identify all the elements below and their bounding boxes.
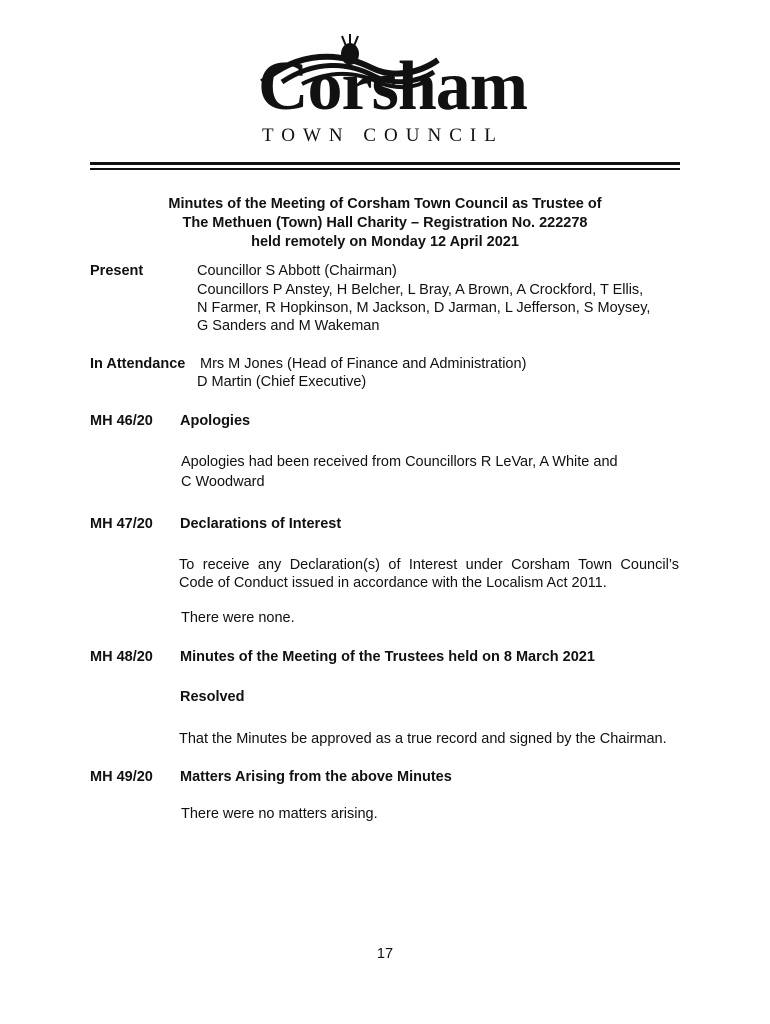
item-ref: MH 47/20 bbox=[90, 516, 153, 532]
item-note: There were none. bbox=[181, 610, 295, 626]
attendance-line: D Martin (Chief Executive) bbox=[197, 374, 367, 390]
logo-wordmark: Corsham bbox=[258, 48, 528, 125]
item-heading: Apologies bbox=[180, 413, 251, 429]
item-heading: Minutes of the Meeting of the Trustees held on 8 March 2021 bbox=[180, 649, 595, 665]
minutes-title-line-2: The Methuen (Town) Hall Charity – Registration No. 222278 bbox=[182, 215, 588, 231]
item-heading: Declarations of Interest bbox=[180, 516, 342, 532]
header-rule-thick bbox=[90, 162, 680, 165]
page-number: 17 bbox=[376, 946, 394, 962]
item-body-line: To receive any Declaration(s) of Interest under Corsham Town Council’s bbox=[179, 557, 679, 573]
item-body-line: There were no matters arising. bbox=[181, 806, 378, 822]
item-body-line: That the Minutes be approved as a true record and signed by the Chairman. bbox=[179, 731, 667, 747]
item-subheading: Resolved bbox=[180, 689, 245, 705]
item-ref: MH 48/20 bbox=[90, 649, 153, 665]
attendance-line: Mrs M Jones (Head of Finance and Administration) bbox=[200, 356, 527, 372]
present-label: Present bbox=[90, 263, 144, 279]
item-body-line: Code of Conduct issued in accordance with the Localism Act 2011. bbox=[179, 575, 607, 591]
present-line: Councillor S Abbott (Chairman) bbox=[197, 263, 397, 279]
item-ref: MH 46/20 bbox=[90, 413, 153, 429]
item-ref: MH 49/20 bbox=[90, 769, 153, 785]
header-rule-thin bbox=[90, 168, 680, 170]
present-line: G Sanders and M Wakeman bbox=[197, 318, 380, 334]
attendance-label: In Attendance bbox=[90, 356, 186, 372]
present-line: Councillors P Anstey, H Belcher, L Bray, A Brown, A Crockford, T Ellis, bbox=[197, 282, 644, 298]
item-body-line: Apologies had been received from Councillors R LeVar, A White and bbox=[181, 454, 618, 470]
minutes-title-line-3: held remotely on Monday 12 April 2021 bbox=[251, 234, 519, 250]
logo-subtitle: TOWN COUNCIL bbox=[262, 125, 504, 146]
item-heading: Matters Arising from the above Minutes bbox=[180, 769, 452, 785]
minutes-title-line-1: Minutes of the Meeting of Corsham Town Council as Trustee of bbox=[168, 196, 602, 212]
item-body-line: C Woodward bbox=[181, 474, 265, 490]
present-line: N Farmer, R Hopkinson, M Jackson, D Jarman, L Jefferson, S Moysey, bbox=[197, 300, 651, 316]
